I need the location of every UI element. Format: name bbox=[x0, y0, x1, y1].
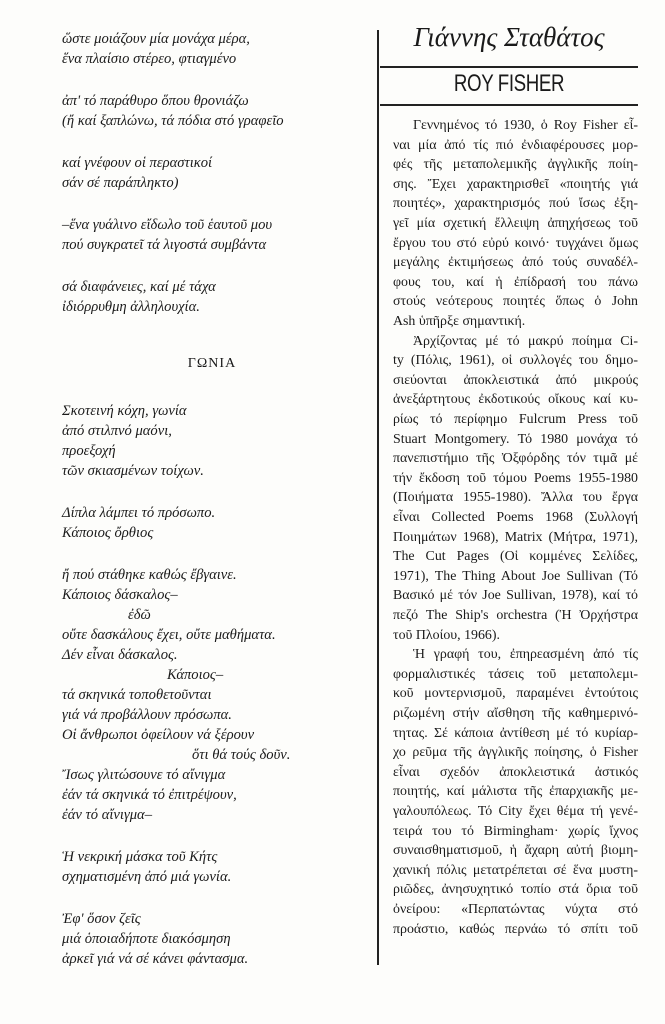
article-line: χο ρεῦμα τῆς ἀγγλικῆς ποίησης, ὁ Fisher bbox=[393, 745, 638, 761]
header-rule-top bbox=[380, 66, 638, 68]
article-line: εἶναι Collected Poems 1968 (Συλλογή bbox=[393, 510, 638, 525]
poem-line: ἀρκεῖ γιά νά σέ κάνει φάντασμα. bbox=[62, 951, 249, 967]
poem-line: ὥστε μοιάζουν μία μονάχα μέρα, bbox=[62, 31, 250, 47]
article-line: κοῦ μοντερνισμοῦ, παραμένει ἐντούτοις bbox=[393, 686, 638, 702]
poem-line: σά διαφάνειες, καί μέ τάχα bbox=[62, 279, 216, 295]
poem-line: Κάποιος– bbox=[167, 667, 224, 683]
article-line: (Ποιήματα 1955-1980). Ἄλλα του ἔργα bbox=[393, 490, 638, 506]
poem-line: ἀπ' τό παράθυρο ὅπου θρονιάζω bbox=[62, 93, 249, 109]
article-author: Γιάννης Σταθάτος bbox=[413, 22, 605, 52]
poem-line: Οἱ ἄνθρωποι ὀφείλουν νά ξέρουν bbox=[62, 727, 255, 743]
article-line: γεῖ μία σχετική ἔλλειψη ἀπηχήσεως τοῦ bbox=[393, 216, 638, 231]
poem-line: ἤ πού στάθηκε καθώς ἔβγαινε. bbox=[62, 567, 237, 583]
article-line: στούς νεότερους ποιητές ὅπως ὁ John bbox=[393, 294, 638, 310]
article-subject: ROY FISHER bbox=[453, 70, 565, 97]
article-line: πανεπιστήμιο τῆς Ὀξφόρδης τόν τιμᾶ μέ bbox=[393, 451, 638, 467]
article-line: σιεύονται ἀποκλειστικά ἀπό μικρούς bbox=[393, 372, 638, 388]
poem-section-title: ΓΩΝΙΑ bbox=[187, 356, 237, 371]
poem-line: ὅτι θά τούς δοῦν. bbox=[192, 747, 291, 763]
poem-line: Κάποιος δάσκαλος– bbox=[62, 587, 178, 603]
article-line: εἶναι σχεδόν ἀποκλειστικά ἀστικός bbox=[393, 764, 638, 780]
poem-line: Δίπλα λάμπει τό πρόσωπο. bbox=[62, 505, 216, 521]
article-line: τοῦ Πλοίου, 1966). bbox=[393, 627, 500, 643]
article-line: τητας. Σέ κάποια ἀντίθεση μέ τό κυρίαρ- bbox=[393, 725, 638, 741]
article-line: Ποιημάτων 1968), Matrix (Μήτρα, 1971), bbox=[393, 529, 638, 545]
article-line: Βασικό μέ τόν Joe Sullivan, 1978), καί τό bbox=[393, 588, 638, 604]
poem-line: Δέν εἶναι δάσκαλος. bbox=[62, 647, 178, 663]
poem-line: σάν σέ παράπληκτο) bbox=[62, 175, 179, 191]
article-line: σης. Ἔχει χαρακτηρισθεῖ «ποιητής γιά bbox=[393, 176, 638, 192]
article-line: ἀνεξάρτητους ἐκδοτικούς οἴκους καί κυ- bbox=[393, 392, 638, 408]
poem-line: σχηματισμένη ἀπό μιά γωνία. bbox=[62, 869, 232, 885]
article-line: προάστιο, καθώς περνάω τό σπίτι τοῦ bbox=[393, 921, 638, 937]
article-line: φές τῆς μεταπολεμικῆς ἀγγλικῆς ποίη- bbox=[393, 157, 638, 173]
article-line: Ἡ γραφή του, ἐπηρεασμένη ἀπό τίς bbox=[413, 647, 638, 663]
article-line: ἔργου του στό εὐρύ κοινό· τυγχάνει ὅμως bbox=[393, 235, 638, 251]
article-line: ὀνείρου: «Περπατώντας νύχτα στό bbox=[393, 902, 638, 917]
article-line: ναι μία ἀπό τίς πιό ἐνδιαφέρουσες μορ- bbox=[393, 137, 638, 153]
poem-line: Κάποιος ὄρθιος bbox=[62, 525, 154, 541]
article-line: The Cut Pages (Οἱ κομμένες Σελίδες, bbox=[393, 549, 638, 565]
article-line: Γεννημένος τό 1930, ὁ Roy Fisher εἶ- bbox=[413, 118, 638, 133]
article-line: συναισθηματισμοῦ, ἡ ἄχαρη αὐτή βιομη- bbox=[393, 843, 638, 859]
poem-line: οὔτε δασκάλους ἔχει, οὔτε μαθήματα. bbox=[62, 627, 276, 643]
article-line: ριζωμένη στήν αἴσθηση τῆς καθημερινό- bbox=[393, 706, 638, 721]
poem-line: πού συγκρατεῖ τά λιγοστά συμβάντα bbox=[62, 237, 267, 253]
poem-line: μιά ὁποιαδήποτε διακόσμηση bbox=[62, 931, 231, 947]
poem-line: καί γνέφουν οἱ περαστικοί bbox=[62, 155, 213, 171]
poem-line: γιά νά προβάλλουν πρόσωπα. bbox=[62, 707, 232, 723]
poem-line: ἐάν τά σκηνικά τό ἐπιτρέψουν, bbox=[62, 787, 237, 803]
column-divider bbox=[377, 30, 379, 965]
poem-line: Ἡ νεκρική μάσκα τοῦ Κήτς bbox=[62, 849, 218, 865]
poem-line: ἰδιόρρυθμη ἀλληλουχία. bbox=[62, 299, 200, 315]
article-line: ριῶδες, ἀνησυχητικό τοπίο στά ὅρια τοῦ bbox=[393, 882, 638, 898]
poem-line: τά σκηνικά τοποθετοῦνται bbox=[62, 687, 212, 703]
article-line: 1971), The Thing About Joe Sullivan (Τό bbox=[393, 568, 638, 584]
poem-line: Ἐφ' ὅσον ζεῖς bbox=[62, 911, 141, 927]
article-line: Stuart Montgomery. Τό 1980 μονάχα τό bbox=[393, 431, 638, 447]
poem-line: –ἕνα γυάλινο εἴδωλο τοῦ ἑαυτοῦ μου bbox=[62, 217, 273, 233]
article-line: ty (Πόλις, 1961), οἱ συλλογές του δημο- bbox=[393, 353, 638, 369]
article-line: ποιητές», χαρακτηρισμός πού ἴσως ἐξη- bbox=[393, 196, 638, 212]
header-rule-bottom bbox=[380, 104, 638, 106]
article-line: Ash ὑπῆρξε σημαντική. bbox=[393, 314, 526, 329]
article-line: φορμαλιστικές τάσεις τοῦ μεταπολεμι- bbox=[393, 666, 638, 682]
poem-line: Ἴσως γλιτώσουνε τό αἴνιγμα bbox=[62, 767, 226, 783]
poem-line: (ἤ καί ξαπλώνω, τά πόδια στό γραφεῖο bbox=[62, 113, 284, 129]
article-line: ποιητής, καί μάλιστα τῆς ἐπαρχιακῆς με- bbox=[393, 784, 638, 800]
article-line: χανική πόλις μετατρέπεται σέ ἕνα μυστη- bbox=[393, 862, 638, 878]
poem-line: τῶν σκιασμένων τοίχων. bbox=[62, 463, 204, 479]
poem-line: ἐδῶ bbox=[128, 607, 151, 623]
article-line: ρίως τό περίφημο Fulcrum Press τοῦ bbox=[393, 412, 638, 427]
article-line: μεγάλης ἐκτιμήσεως ἀπό τούς συναδέλ- bbox=[393, 255, 638, 271]
article-line: φους του, καί ἡ ἐπίδρασή του πάνω bbox=[393, 274, 638, 290]
poem-line: ἕνα πλαίσιο στέρεο, φτιαγμένο bbox=[62, 51, 237, 67]
poem-line: ἀπό στιλπνό μαόνι, bbox=[62, 423, 172, 439]
poem-line: προεξοχή bbox=[62, 443, 116, 459]
poem-line: ἐάν τό αἴνιγμα– bbox=[62, 807, 152, 823]
poem-line: Σκοτεινή κόχη, γωνία bbox=[62, 403, 187, 419]
article-line: Ἀρχίζοντας μέ τό μακρύ ποίημα Ci- bbox=[413, 333, 638, 349]
article-line: γαλουπόλεως. Τό City ἔχει θέμα τή γενέ- bbox=[393, 804, 638, 819]
article-line: τήν ἔκδοση τοῦ τόμου Poems 1955-1980 bbox=[393, 470, 638, 486]
article-line: πεζό The Ship's orchestra (Ἡ Ὀρχήστρα bbox=[393, 608, 638, 623]
article-line: τειρά του τό Birmingham· χωρίς ἴχνος bbox=[393, 823, 638, 839]
